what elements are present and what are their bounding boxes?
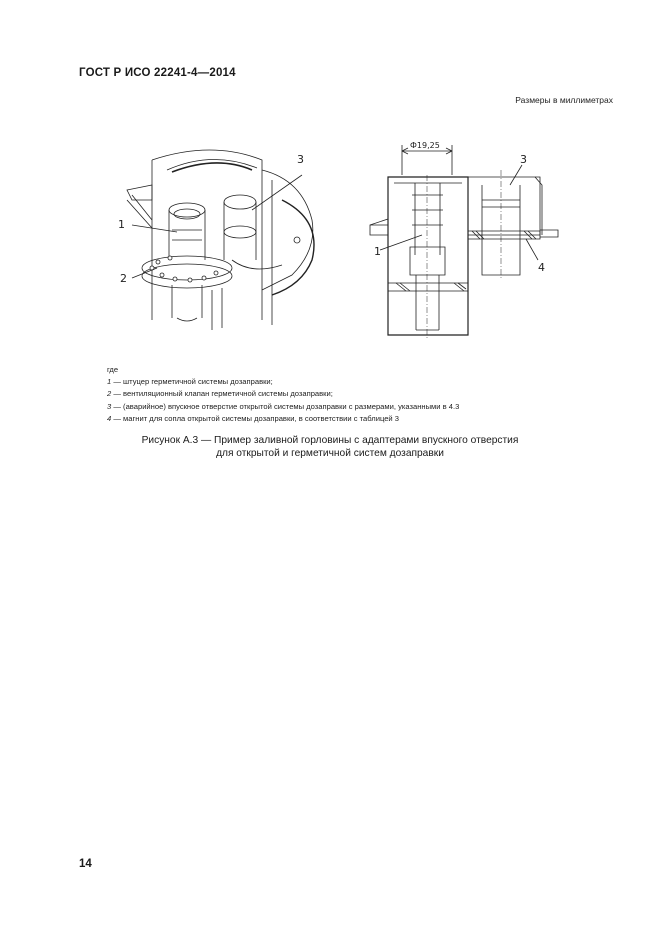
legend-item: 2 — вентиляционный клапан герметичной системы дозаправки; [107, 389, 333, 399]
legend-item: 4 — магнит для сопла открытой системы дозаправки, в соответствии с таблицей 3 [107, 413, 400, 423]
right-callout-4: 4 [538, 261, 545, 274]
dimension-label: Ф19,25 [410, 141, 440, 150]
caption-line-1: Рисунок А.3 — Пример заливной горловины с адаптерами впускного отверстия [141, 435, 519, 446]
section-view-drawing [360, 135, 570, 350]
right-callout-3: 3 [520, 153, 527, 166]
isometric-filler-neck-drawing [112, 140, 342, 340]
legend-item: 3 — (аварийное) впускное отверстие открытой системы дозаправки с размерами, указанными в 4.3 [107, 401, 460, 411]
left-callout-1: 1 [118, 218, 125, 231]
legend-item: 1 — штуцер герметичной системы дозаправки; [107, 377, 273, 387]
page-number: 14 [79, 858, 92, 870]
figure-caption [120, 434, 540, 460]
left-callout-3: 3 [297, 153, 304, 166]
left-callout-2: 2 [120, 272, 127, 285]
caption-line-2: для открытой и герметичной систем дозаправки [216, 448, 444, 459]
right-callout-1: 1 [374, 245, 381, 258]
legend-intro: где [107, 365, 119, 374]
figure-legend [107, 364, 459, 425]
units-note: Размеры в миллиметрах [515, 95, 613, 105]
document-title: ГОСТ Р ИСО 22241-4—2014 [79, 67, 236, 79]
